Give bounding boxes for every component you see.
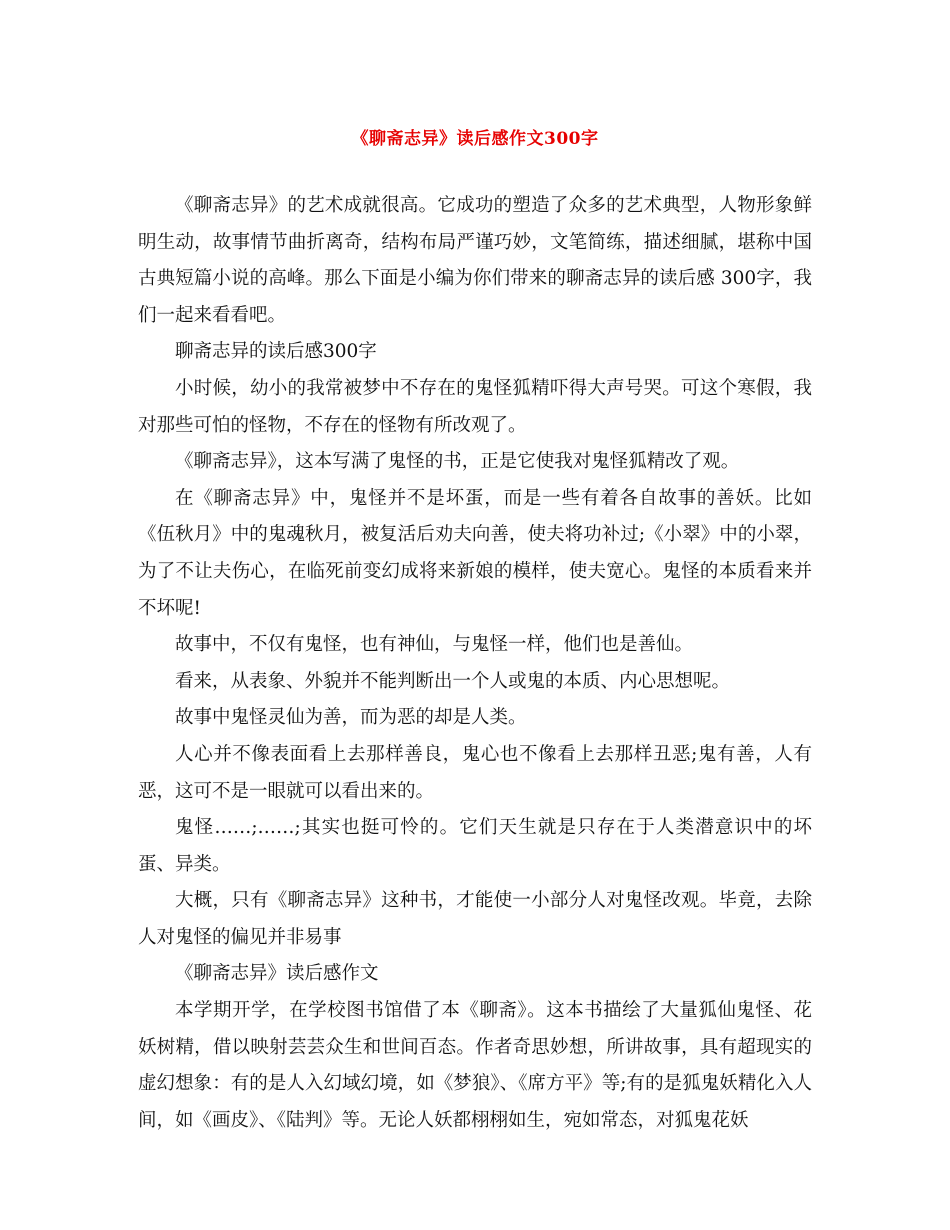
paragraph: 本学期开学，在学校图书馆借了本《聊斋》。这本书描绘了大量狐仙鬼怪、花妖树精，借以映射芸芸众生和世间百态。作者奇思妙想，所讲故事，具有超现实的虚幻想象：有的是人入幻域幻境，如《梦狼》、《席方平》等;有的是狐鬼妖精化入人间，如《画皮》、《陆判》等。无论人妖都栩栩如生，宛如常态，对狐鬼花妖 (138, 1000, 812, 1131)
paragraph: 故事中，不仅有鬼怪，也有神仙，与鬼怪一样，他们也是善仙。 (175, 634, 694, 656)
paragraph-intro: 《聊斋志异》的艺术成就很高。它成功的塑造了众多的艺术典型，人物形象鲜明生动，故事情节曲折离奇，结构布局严谨巧妙，文笔简练，描述细腻，堪称中国古典短篇小说的高峰。那么下面是小编为你们带来的聊斋志异的读后感 300字，我们一起来看看吧。 (138, 195, 812, 326)
paragraph: 故事中鬼怪灵仙为善，而为恶的却是人类。 (175, 707, 527, 729)
paragraph: 鬼怪……;……;其实也挺可怜的。它们天生就是只存在于人类潜意识中的坏蛋、异类。 (138, 817, 812, 875)
section-heading: 聊斋志异的读后感300字 (175, 341, 377, 363)
paragraph: 小时候，幼小的我常被梦中不存在的鬼怪狐精吓得大声号哭。可这个寒假，我对那些可怕的怪物，不存在的怪物有所改观了。 (138, 377, 812, 436)
paragraph: 《聊斋志异》，这本写满了鬼怪的书，正是它使我对鬼怪狐精改了观。 (175, 451, 740, 473)
paragraph: 人心并不像表面看上去那样善良，鬼心也不像看上去那样丑恶;鬼有善，人有恶，这可不是一眼就可以看出来的。 (138, 743, 812, 802)
paragraph: 在《聊斋志异》中，鬼怪并不是坏蛋，而是一些有着各自故事的善妖。比如《伍秋月》中的鬼魂秋月，被复活后劝夫向善，使夫将功补过;《小翠》中的小翠，为了不让夫伤心，在临死前变幻成将来新娘的模样，使夫宽心。鬼怪的本质看来并不坏呢! (138, 487, 812, 619)
section-heading: 《聊斋志异》读后感作文 (175, 963, 379, 985)
paragraph: 大概，只有《聊斋志异》这种书，才能使一小部分人对鬼怪改观。毕竟，去除人对鬼怪的偏见并非易事 (138, 890, 812, 948)
document-title: 《聊斋志异》读后感作文300字 (351, 129, 599, 149)
document-body (138, 188, 812, 1139)
paragraph: 看来，从表象、外貌并不能判断出一个人或鬼的本质、内心思想呢。 (175, 670, 731, 692)
